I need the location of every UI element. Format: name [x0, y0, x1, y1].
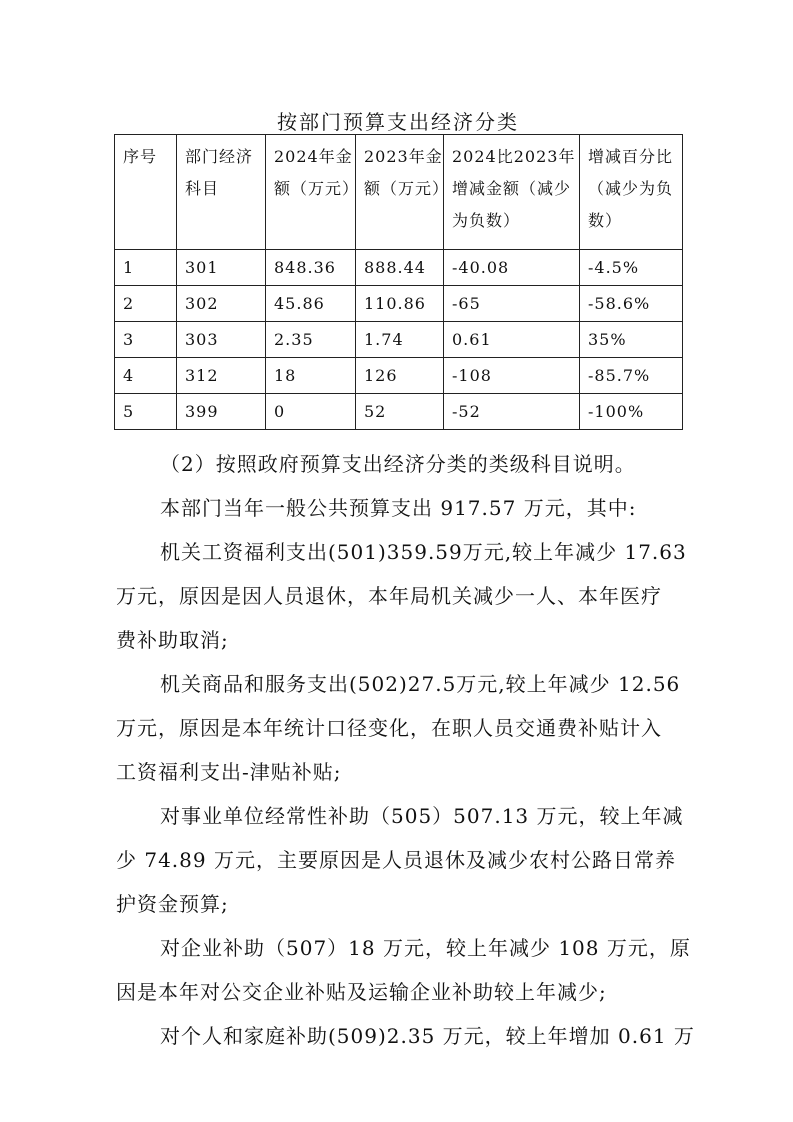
table-row: [115, 322, 683, 358]
cell-index: 1: [115, 250, 177, 286]
cell-amount-2023: 1.74: [356, 322, 444, 358]
header-change-amount: 2024比2023年增减金额（减少为负数）: [444, 135, 580, 250]
header-change-percent: 增减百分比（减少为负数）: [580, 135, 683, 250]
cell-subject: 399: [177, 394, 266, 430]
paragraph-line: 对企业补助（507）18 万元，较上年减少 108 万元，原: [160, 936, 691, 960]
cell-amount-2023: 126: [356, 358, 444, 394]
cell-amount-2024: 18: [266, 358, 356, 394]
paragraph-line: 因是本年对公交企业补贴及运输企业补助较上年减少;: [116, 980, 607, 1004]
paragraph-507: [116, 926, 691, 1014]
cell-change-amount: -52: [444, 394, 580, 430]
cell-amount-2023: 888.44: [356, 250, 444, 286]
cell-subject: 303: [177, 322, 266, 358]
cell-change-percent: -58.6%: [580, 286, 683, 322]
paragraph-505: [116, 794, 684, 926]
paragraph-line: 少 74.89 万元，主要原因是人员退休及减少农村公路日常养: [116, 848, 676, 872]
paragraph-line: 护资金预算;: [116, 892, 229, 916]
cell-change-percent: -100%: [580, 394, 683, 430]
paragraph-line: 万元，原因是因人员退休，本年局机关减少一人、本年医疗: [116, 584, 662, 608]
cell-subject: 302: [177, 286, 266, 322]
table-row: [115, 286, 683, 322]
cell-subject: 312: [177, 358, 266, 394]
paragraph-line: 工资福利支出-津贴补贴;: [116, 760, 342, 784]
cell-amount-2024: 45.86: [266, 286, 356, 322]
cell-index: 2: [115, 286, 177, 322]
paragraph-line: 万元，原因是本年统计口径变化，在职人员交通费补贴计入: [116, 716, 662, 740]
table-header-row: [115, 135, 683, 250]
cell-change-amount: -65: [444, 286, 580, 322]
paragraph-line: 本部门当年一般公共预算支出 917.57 万元，其中:: [160, 496, 637, 520]
cell-change-percent: 35%: [580, 322, 683, 358]
paragraph-502: [116, 662, 680, 794]
paragraph-line: 对个人和家庭补助(509)2.35 万元，较上年增加 0.61 万: [160, 1024, 695, 1048]
budget-table: [114, 134, 683, 430]
cell-index: 4: [115, 358, 177, 394]
paragraph-line: 机关商品和服务支出(502)27.5万元,较上年减少 12.56: [160, 672, 681, 696]
paragraph-section-heading: [116, 442, 680, 486]
cell-change-percent: -4.5%: [580, 250, 683, 286]
cell-amount-2023: 52: [356, 394, 444, 430]
cell-amount-2024: 848.36: [266, 250, 356, 286]
paragraph-line: 对事业单位经常性补助（505）507.13 万元，较上年减: [160, 804, 684, 828]
cell-amount-2023: 110.86: [356, 286, 444, 322]
cell-subject: 301: [177, 250, 266, 286]
table-row: [115, 358, 683, 394]
cell-change-percent: -85.7%: [580, 358, 683, 394]
paragraph-509: [116, 1014, 695, 1058]
table-row: [115, 394, 683, 430]
paragraph-line: 机关工资福利支出(501)359.59万元,较上年减少 17.63: [160, 540, 687, 564]
paragraph-line: （2）按照政府预算支出经济分类的类级科目说明。: [160, 452, 636, 476]
header-amount-2024: 2024年金额（万元）: [266, 135, 356, 250]
header-subject: 部门经济科目: [177, 135, 266, 250]
header-index: 序号: [115, 135, 177, 250]
paragraph-total: [116, 486, 680, 530]
table-title: 按部门预算支出经济分类: [277, 110, 519, 134]
table-row: [115, 250, 683, 286]
cell-index: 3: [115, 322, 177, 358]
header-amount-2023: 2023年金额（万元）: [356, 135, 444, 250]
cell-index: 5: [115, 394, 177, 430]
cell-change-amount: 0.61: [444, 322, 580, 358]
cell-change-amount: -40.08: [444, 250, 580, 286]
cell-amount-2024: 0: [266, 394, 356, 430]
cell-change-amount: -108: [444, 358, 580, 394]
paragraph-line: 费补助取消;: [116, 628, 229, 652]
cell-amount-2024: 2.35: [266, 322, 356, 358]
paragraph-501: [116, 530, 687, 662]
